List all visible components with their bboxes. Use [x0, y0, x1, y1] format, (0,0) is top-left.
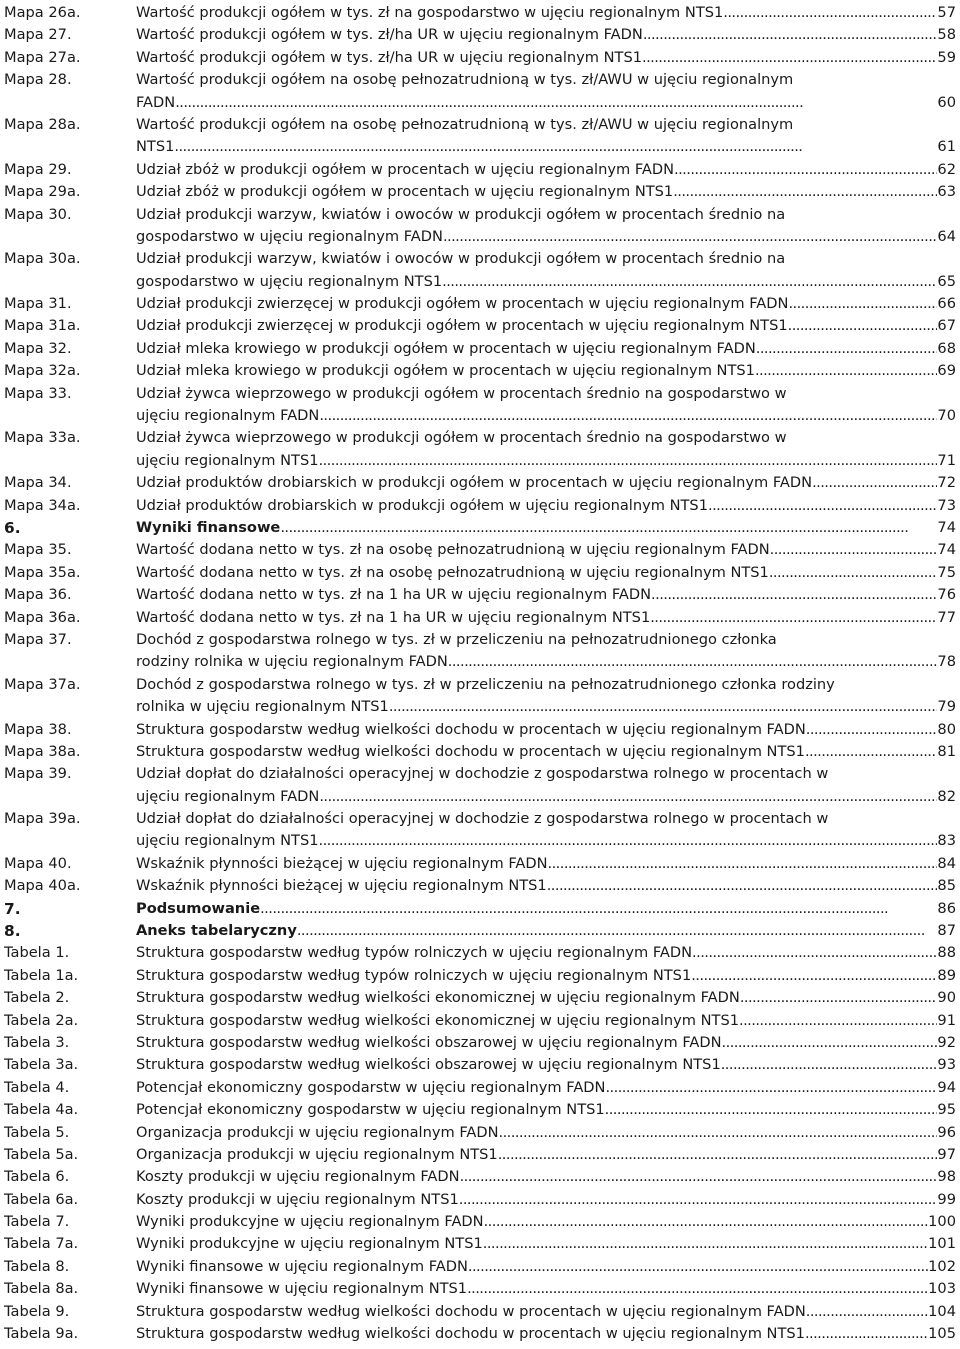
- dot-leader: [498, 1144, 938, 1166]
- toc-page-number: 72: [937, 474, 956, 492]
- toc-page-number: 77: [937, 608, 956, 626]
- toc-page-number: 90: [937, 989, 956, 1007]
- toc-entry-label: Tabela 6a.: [4, 1190, 79, 1208]
- toc-entry-label: Mapa 35.: [4, 541, 72, 559]
- dot-leader: [674, 159, 937, 181]
- toc-page-number: 102: [928, 1257, 956, 1275]
- toc-entry-title: Struktura gospodarstw według wielkości obszarowej w ujęciu regionalnym NTS1: [136, 1056, 721, 1074]
- toc-entry-label: Mapa 27.: [4, 26, 72, 44]
- toc-entry-label: Mapa 37a.: [4, 675, 81, 693]
- toc-entry-title: Wskaźnik płynności bieżącej w ujęciu regionalnym NTS1: [136, 877, 547, 895]
- dot-leader: [443, 226, 937, 248]
- toc-entry[interactable]: [0, 1077, 960, 1099]
- toc-entry-label: 8.: [4, 922, 21, 941]
- dot-leader: [442, 271, 937, 293]
- toc-entry[interactable]: [0, 24, 960, 46]
- toc-entry-title: Wskaźnik płynności bieżącej w ujęciu regionalnym FADN: [136, 854, 548, 872]
- toc-page-number: 99: [937, 1190, 956, 1208]
- dot-leader: [756, 338, 938, 360]
- toc-entry-title: Udział dopłat do działalności operacyjnej w dochodzie z gospodarstwa rolnego w procentach w: [136, 765, 829, 783]
- toc-entry-title: ujęciu regionalnym FADN: [136, 787, 320, 805]
- toc-entry[interactable]: [0, 159, 960, 181]
- toc-entry[interactable]: [0, 719, 960, 741]
- dot-leader: [319, 786, 937, 808]
- dot-leader: [319, 405, 937, 427]
- toc-entry-label: Mapa 35a.: [4, 563, 81, 581]
- toc-page-number: 57: [937, 4, 956, 21]
- toc-page-number: 64: [937, 227, 956, 245]
- dot-leader: [722, 1032, 938, 1054]
- toc-page-number: 92: [937, 1033, 956, 1051]
- toc-entry[interactable]: [0, 248, 960, 293]
- toc-entry[interactable]: [0, 360, 960, 382]
- toc-entry-label: Mapa 34a.: [4, 496, 81, 514]
- toc-entry-label: Mapa 36a.: [4, 608, 81, 626]
- toc-entry-title: Dochód z gospodarstwa rolnego w tys. zł w przeliczeniu na pełnozatrudnionego członka: [136, 630, 777, 648]
- toc-entry[interactable]: [0, 338, 960, 360]
- toc-page-number: 101: [928, 1235, 956, 1253]
- dot-leader: [484, 1211, 929, 1233]
- toc-page-number: 93: [937, 1056, 956, 1074]
- toc-entry-title: Udział produktów drobiarskich w produkcji ogółem w procentach w ujęciu regionalnym FADN: [136, 474, 813, 492]
- toc-entry-title: Struktura gospodarstw według wielkości obszarowej w ujęciu regionalnym FADN: [136, 1033, 722, 1051]
- toc-entry-title: Wyniki finansowe w ujęciu regionalnym FADN: [136, 1257, 468, 1275]
- dot-leader: [650, 607, 937, 629]
- toc-entry[interactable]: [0, 47, 960, 69]
- toc-entry-title: ujęciu regionalnym NTS1: [136, 832, 319, 850]
- toc-page-number: 63: [937, 183, 956, 201]
- toc-page-number: 59: [937, 48, 956, 66]
- toc-entry-title: Wartość dodana netto w tys. zł na 1 ha UR w ujęciu regionalnym NTS1: [136, 608, 651, 626]
- toc-entry-label: Mapa 31a.: [4, 317, 81, 335]
- toc-entry-title: Udział dopłat do działalności operacyjnej w dochodzie z gospodarstwa rolnego w procentach w: [136, 810, 829, 828]
- toc-entry-title: Wartość dodana netto w tys. zł na osobę pełnozatrudnioną w ujęciu regionalnym NTS1: [136, 563, 769, 581]
- toc-entry-label: Mapa 40a.: [4, 877, 81, 895]
- toc-entry-title: Udział mleka krowiego w produkcji ogółem w procentach w ujęciu regionalnym FADN: [136, 339, 756, 357]
- toc-page-number: 88: [937, 944, 956, 962]
- toc-entry-label: Tabela 7a.: [4, 1235, 79, 1253]
- toc-page-number: 74: [937, 541, 956, 559]
- toc-entry-title: rolnika w ujęciu regionalnym NTS1: [136, 698, 389, 716]
- toc-entry[interactable]: [0, 1054, 960, 1076]
- toc-entry-title: Udział produktów drobiarskich w produkcji ogółem w ujęciu regionalnym NTS1: [136, 496, 708, 514]
- dot-leader: [468, 1256, 928, 1278]
- toc-page-number: 69: [937, 362, 956, 380]
- toc-entry[interactable]: [0, 763, 960, 808]
- dot-leader: [692, 942, 937, 964]
- toc-page-number: 95: [937, 1101, 956, 1119]
- toc-page-number: 91: [937, 1011, 956, 1029]
- toc-page-number: 82: [937, 787, 956, 805]
- toc-entry-label: Tabela 4.: [4, 1078, 70, 1096]
- toc-entry-title: Wyniki finansowe w ujęciu regionalnym NTS1: [136, 1280, 468, 1298]
- toc-entry[interactable]: [0, 808, 960, 853]
- toc-entry[interactable]: [0, 181, 960, 203]
- toc-page-number: 83: [937, 832, 956, 850]
- toc-page-number: 98: [937, 1168, 956, 1186]
- dot-leader: [642, 47, 937, 69]
- dot-leader: [740, 987, 938, 1009]
- dot-leader: [605, 1099, 938, 1121]
- dot-leader: [806, 1301, 928, 1323]
- toc-entry-label: Mapa 28.: [4, 71, 72, 89]
- toc-page-number: 84: [937, 854, 956, 872]
- dot-leader: [806, 719, 938, 741]
- dot-leader: [770, 539, 938, 561]
- toc-entry-title: Wartość dodana netto w tys. zł na osobę pełnozatrudnioną w ujęciu regionalnym FADN: [136, 541, 770, 559]
- toc-entry[interactable]: [0, 1256, 960, 1278]
- dot-leader: [448, 651, 938, 673]
- toc-entry[interactable]: [0, 2, 960, 24]
- toc-page-number: 100: [928, 1213, 956, 1231]
- toc-entry-title: Struktura gospodarstw według typów rolniczych w ujęciu regionalnym NTS1: [136, 966, 692, 984]
- toc-entry-label: Tabela 2.: [4, 989, 70, 1007]
- toc-entry-label: Tabela 1.: [4, 944, 70, 962]
- toc-entry-title: Wartość produkcji ogółem w tys. zł/ha UR w ujęciu regionalnym NTS1: [136, 48, 642, 66]
- dot-leader: [812, 472, 937, 494]
- toc-entry-title: Struktura gospodarstw według wielkości ekonomicznej w ujęciu regionalnym FADN: [136, 989, 740, 1007]
- toc-page-number: 67: [937, 317, 956, 335]
- toc-entry-label: Tabela 7.: [4, 1213, 70, 1231]
- toc-entry-label: Mapa 27a.: [4, 48, 81, 66]
- dot-leader: [389, 696, 938, 718]
- toc-entry-label: 6.: [4, 518, 21, 537]
- toc-entry[interactable]: [0, 1301, 960, 1323]
- toc-entry[interactable]: [0, 472, 960, 494]
- toc-entry[interactable]: [0, 1323, 960, 1345]
- toc-entry-label: Mapa 39a.: [4, 810, 81, 828]
- toc-entry[interactable]: [0, 1211, 960, 1233]
- toc-page-number: 81: [937, 742, 956, 760]
- toc-entry-title: ujęciu regionalnym NTS1: [136, 451, 319, 469]
- toc-page-number: 78: [937, 653, 956, 671]
- toc-entry-title: Wyniki produkcyjne w ujęciu regionalnym NTS1: [136, 1235, 483, 1253]
- toc-entry-label: Mapa 33a.: [4, 429, 81, 447]
- toc-entry-title: Dochód z gospodarstwa rolnego w tys. zł w przeliczeniu na pełnozatrudnionego członka rodziny: [136, 675, 835, 693]
- toc-entry-label: 7.: [4, 899, 21, 918]
- toc-entry-label: Mapa 30.: [4, 205, 72, 223]
- toc-entry-title: Udział produkcji warzyw, kwiatów i owoców w produkcji ogółem w procentach średnio na: [136, 205, 786, 223]
- toc-entry-title: Udział żywca wieprzowego w produkcji ogółem w procentach średnio na gospodarstwo w: [136, 384, 787, 402]
- dot-leader: [788, 293, 937, 315]
- toc-entry[interactable]: [0, 427, 960, 472]
- toc-entry-label: Mapa 28a.: [4, 115, 81, 133]
- toc-entry-label: Tabela 3a.: [4, 1056, 79, 1074]
- toc-entry-label: Mapa 32.: [4, 339, 72, 357]
- toc-entry-title: Struktura gospodarstw według wielkości dochodu w procentach w ujęciu regionalnym FADN: [136, 720, 806, 738]
- toc-entry[interactable]: [0, 293, 960, 315]
- toc-entry-title: NTS1: [136, 138, 175, 156]
- toc-entry-label: Tabela 1a.: [4, 966, 79, 984]
- toc-page-number: 103: [928, 1280, 956, 1298]
- toc-page-number: 89: [937, 966, 956, 984]
- dot-leader: [739, 1010, 937, 1032]
- toc-entry[interactable]: [0, 1144, 960, 1166]
- dot-leader: [280, 517, 937, 539]
- toc-entry[interactable]: [0, 629, 960, 674]
- dot-leader: [788, 315, 938, 337]
- toc-entry-title: Organizacja produkcji w ujęciu regionalnym FADN: [136, 1123, 499, 1141]
- toc-entry-label: Mapa 36.: [4, 586, 72, 604]
- dot-leader: [691, 965, 937, 987]
- dot-leader: [467, 1278, 928, 1300]
- toc-entry[interactable]: [0, 584, 960, 606]
- toc-entry-title: Udział produkcji zwierzęcej w produkcji ogółem w procentach w ujęciu regionalnym NTS1: [136, 317, 788, 335]
- toc-entry-title: Potencjał ekonomiczny gospodarstw w ujęciu regionalnym FADN: [136, 1078, 606, 1096]
- toc-entry-label: Mapa 32a.: [4, 362, 81, 380]
- toc-entry-title: Udział mleka krowiego w produkcji ogółem w procentach w ujęciu regionalnym NTS1: [136, 362, 755, 380]
- toc-entry-title: Udział produkcji zwierzęcej w produkcji ogółem w procentach w ujęciu regionalnym FADN: [136, 295, 789, 313]
- toc-entry-title: Struktura gospodarstw według typów rolniczych w ujęciu regionalnym FADN: [136, 944, 693, 962]
- dot-leader: [499, 1122, 938, 1144]
- toc-entry-label: Tabela 5.: [4, 1123, 70, 1141]
- toc-entry-title: gospodarstwo w ujęciu regionalnym NTS1: [136, 272, 443, 290]
- toc-entry-label: Tabela 3.: [4, 1033, 70, 1051]
- toc-entry[interactable]: [0, 1099, 960, 1121]
- toc-entry-label: Mapa 34.: [4, 474, 72, 492]
- dot-leader: [805, 1323, 928, 1345]
- toc-entry-title: Aneks tabelaryczny: [136, 922, 297, 940]
- toc-entry-title: Wartość produkcji ogółem na osobę pełnozatrudnioną w tys. zł/AWU w ujęciu regionalnym: [136, 115, 794, 133]
- dot-leader: [460, 1166, 938, 1188]
- toc-entry-title: Wartość produkcji ogółem w tys. zł/ha UR w ujęciu regionalnym FADN: [136, 26, 643, 44]
- toc-section-entry[interactable]: [0, 898, 960, 920]
- toc-entry-label: Tabela 8.: [4, 1257, 70, 1275]
- toc-page-number: 60: [937, 93, 956, 111]
- toc-page-number: 75: [937, 563, 956, 581]
- toc-entry-title: Struktura gospodarstw według wielkości ekonomicznej w ujęciu regionalnym NTS1: [136, 1011, 740, 1029]
- toc-page-number: 66: [937, 295, 956, 313]
- toc-entry-label: Mapa 37.: [4, 630, 72, 648]
- toc-entry-title: Podsumowanie: [136, 899, 261, 917]
- toc-entry[interactable]: [0, 204, 960, 249]
- toc-entry[interactable]: [0, 495, 960, 517]
- toc-entry[interactable]: [0, 875, 960, 897]
- toc-entry[interactable]: [0, 114, 960, 159]
- dot-leader: [673, 181, 937, 203]
- toc-page-number: 76: [937, 586, 956, 604]
- toc-entry-label: Mapa 38a.: [4, 742, 81, 760]
- toc-page-number: 96: [937, 1123, 956, 1141]
- toc-entry[interactable]: [0, 1010, 960, 1032]
- toc-entry[interactable]: [0, 674, 960, 719]
- toc-entry-title: Udział zbóż w produkcji ogółem w procentach w ujęciu regionalnym NTS1: [136, 183, 674, 201]
- toc-entry-label: Tabela 9.: [4, 1302, 70, 1320]
- toc-entry-title: Struktura gospodarstw według wielkości dochodu w procentach w ujęciu regionalnym NTS1: [136, 1325, 805, 1343]
- toc-page-number: 74: [937, 518, 956, 536]
- toc-entry[interactable]: [0, 1166, 960, 1188]
- dot-leader: [319, 450, 938, 472]
- toc-entry-label: Tabela 8a.: [4, 1280, 79, 1298]
- toc-page-number: 86: [937, 899, 956, 917]
- dot-leader: [708, 495, 937, 517]
- toc-entry[interactable]: [0, 562, 960, 584]
- dot-leader: [723, 2, 937, 24]
- dot-leader: [459, 1189, 938, 1211]
- toc-entry-label: Mapa 29.: [4, 160, 72, 178]
- toc-entry[interactable]: [0, 1032, 960, 1054]
- toc-page-number: 65: [937, 272, 956, 290]
- toc-page-number: 105: [928, 1325, 956, 1343]
- toc-entry-title: Udział żywca wieprzowego w produkcji ogółem w procentach średnio na gospodarstwo w: [136, 429, 787, 447]
- dot-leader: [643, 24, 938, 46]
- toc-entry-label: Mapa 30a.: [4, 250, 81, 268]
- toc-entry-label: Mapa 26a.: [4, 4, 81, 21]
- dot-leader: [805, 741, 937, 763]
- dot-leader: [483, 1233, 928, 1255]
- dot-leader: [319, 830, 938, 852]
- toc-page-number: 62: [937, 160, 956, 178]
- toc-entry-label: Tabela 6.: [4, 1168, 70, 1186]
- dot-leader: [755, 360, 937, 382]
- dot-leader: [174, 136, 937, 158]
- toc-page-number: 61: [937, 138, 956, 156]
- toc-entry[interactable]: [0, 942, 960, 964]
- toc-entry[interactable]: [0, 383, 960, 428]
- toc-entry-title: Wartość produkcji ogółem w tys. zł na gospodarstwo w ujęciu regionalnym NTS1: [136, 4, 724, 21]
- toc-entry[interactable]: [0, 1278, 960, 1300]
- toc-entry-label: Mapa 40.: [4, 854, 72, 872]
- toc-entry[interactable]: [0, 1233, 960, 1255]
- toc-entry-title: Potencjał ekonomiczny gospodarstw w ujęciu regionalnym NTS1: [136, 1101, 605, 1119]
- toc-page-number: 71: [937, 451, 956, 469]
- toc-entry-title: gospodarstwo w ujęciu regionalnym FADN: [136, 227, 443, 245]
- toc-entry-title: Organizacja produkcji w ujęciu regionalnym NTS1: [136, 1145, 498, 1163]
- toc-entry[interactable]: [0, 1189, 960, 1211]
- dot-leader: [769, 562, 938, 584]
- dot-leader: [651, 584, 937, 606]
- toc-entry-title: Struktura gospodarstw według wielkości dochodu w procentach w ujęciu regionalnym FADN: [136, 1302, 806, 1320]
- toc-page-number: 94: [937, 1078, 956, 1096]
- toc-entry-title: Wyniki produkcyjne w ujęciu regionalnym FADN: [136, 1213, 484, 1231]
- toc-entry[interactable]: [0, 1122, 960, 1144]
- toc-page-number: 79: [937, 698, 956, 716]
- toc-entry[interactable]: [0, 607, 960, 629]
- dot-leader: [297, 920, 938, 942]
- toc-page-number: 104: [928, 1302, 956, 1320]
- toc-entry-label: Mapa 33.: [4, 384, 72, 402]
- toc-entry-label: Mapa 39.: [4, 765, 72, 783]
- toc-page-number: 58: [937, 26, 956, 44]
- toc-entry-label: Mapa 38.: [4, 720, 72, 738]
- toc-entry-label: Mapa 29a.: [4, 183, 81, 201]
- toc-entry[interactable]: [0, 69, 960, 114]
- dot-leader: [721, 1054, 938, 1076]
- toc-entry-title: ujęciu regionalnym FADN: [136, 407, 320, 425]
- toc-section-entry[interactable]: [0, 517, 960, 539]
- toc-entry[interactable]: [0, 315, 960, 337]
- toc-entry-label: Tabela 2a.: [4, 1011, 79, 1029]
- toc-page-number: 80: [937, 720, 956, 738]
- toc-entry-title: FADN: [136, 93, 176, 111]
- dot-leader: [548, 853, 938, 875]
- dot-leader: [175, 92, 937, 114]
- toc-entry-title: rodziny rolnika w ujęciu regionalnym FADN: [136, 653, 448, 671]
- toc-entry-label: Tabela 5a.: [4, 1145, 79, 1163]
- toc-entry-label: Mapa 31.: [4, 295, 72, 313]
- toc-entry-title: Struktura gospodarstw według wielkości dochodu w procentach w ujęciu regionalnym NTS1: [136, 742, 805, 760]
- toc-entry[interactable]: [0, 965, 960, 987]
- toc-entry-title: Wartość dodana netto w tys. zł na 1 ha UR w ujęciu regionalnym FADN: [136, 586, 652, 604]
- toc-page-number: 70: [937, 407, 956, 425]
- toc-entry[interactable]: [0, 853, 960, 875]
- dot-leader: [605, 1077, 937, 1099]
- toc-entry[interactable]: [0, 987, 960, 1009]
- toc-page-number: 85: [937, 877, 956, 895]
- toc-entry-title: Koszty produkcji w ujęciu regionalnym FADN: [136, 1168, 460, 1186]
- toc-page-number: 87: [937, 922, 956, 940]
- toc-page-number: 97: [937, 1145, 956, 1163]
- toc-entry[interactable]: [0, 741, 960, 763]
- dot-leader: [547, 875, 938, 897]
- toc-page-number: 68: [937, 339, 956, 357]
- toc-entry-title: Koszty produkcji w ujęciu regionalnym NTS1: [136, 1190, 459, 1208]
- toc-entry-title: Wyniki finansowe: [136, 518, 281, 536]
- dot-leader: [260, 898, 937, 920]
- toc-page-number: 73: [937, 496, 956, 514]
- toc-entry-title: Udział produkcji warzyw, kwiatów i owoców w produkcji ogółem w procentach średnio na: [136, 250, 786, 268]
- toc-entry[interactable]: [0, 539, 960, 561]
- toc-entry-label: Tabela 9a.: [4, 1325, 79, 1343]
- toc-entry-title: Wartość produkcji ogółem na osobę pełnozatrudnioną w tys. zł/AWU w ujęciu regionalnym: [136, 71, 794, 89]
- toc-entry-label: Tabela 4a.: [4, 1101, 79, 1119]
- toc-entry-title: Udział zbóż w produkcji ogółem w procentach w ujęciu regionalnym FADN: [136, 160, 675, 178]
- toc-section-entry[interactable]: [0, 920, 960, 942]
